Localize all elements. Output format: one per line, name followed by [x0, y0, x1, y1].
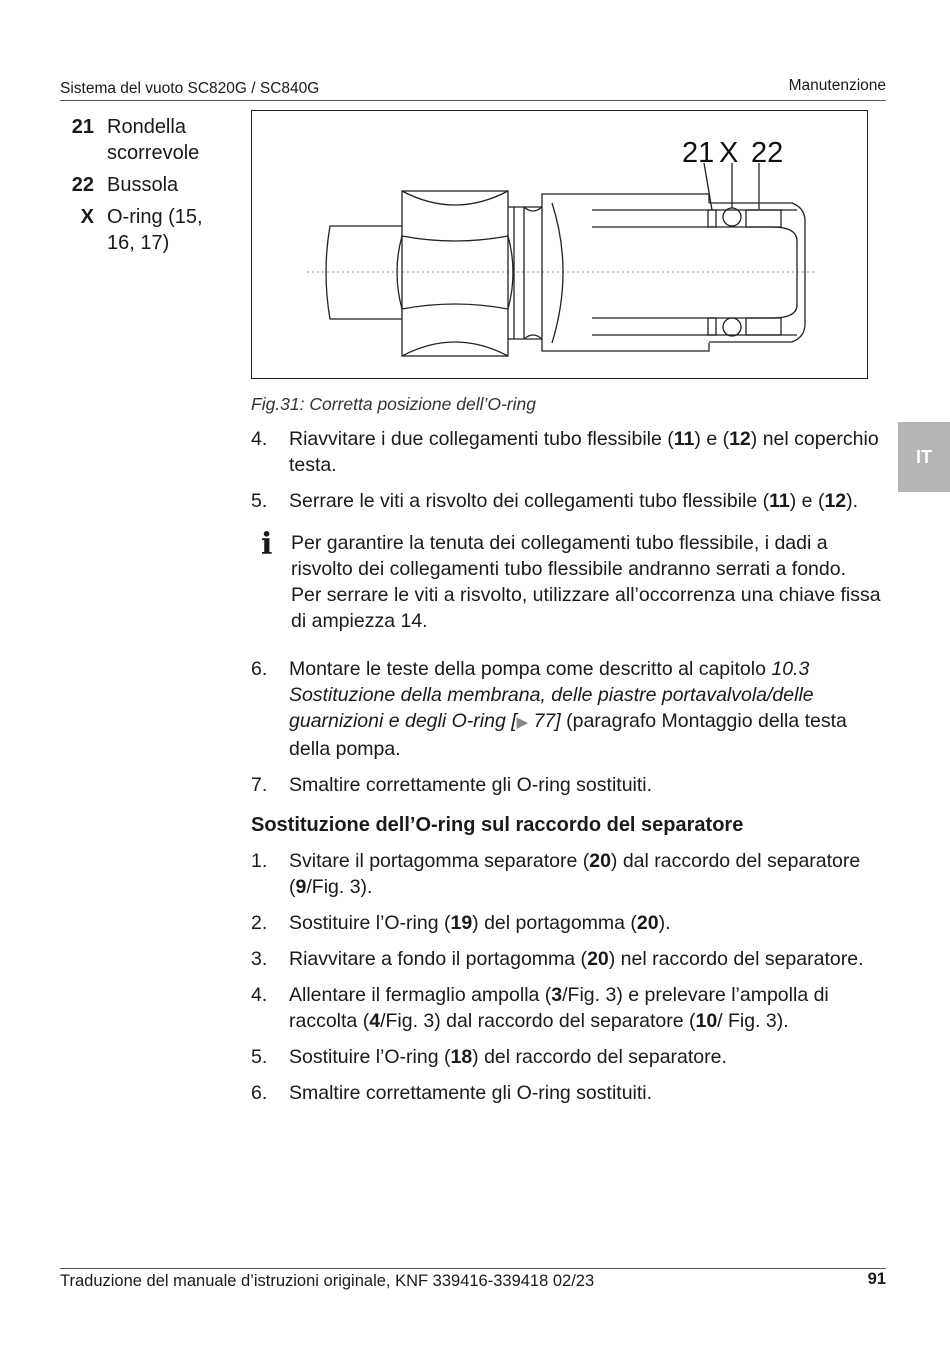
footer-divider [60, 1268, 886, 1269]
callout-22: 22 [751, 137, 784, 169]
step-text [289, 946, 881, 972]
list-item [251, 1044, 881, 1070]
text-run: Allentare il fermaglio ampolla ( [289, 984, 552, 1006]
step-list [251, 656, 881, 798]
reference-number: 10 [695, 1010, 718, 1032]
page-number: 91 [867, 1270, 886, 1288]
list-item [251, 426, 881, 478]
step-number: 7. [251, 774, 268, 796]
washer-21 [708, 210, 716, 227]
step-list [251, 848, 881, 1106]
list-item [251, 910, 881, 936]
step-number: 6. [251, 1082, 268, 1104]
running-header-title: Sistema del vuoto SC820G / SC840G [60, 80, 320, 97]
step-text [289, 1080, 881, 1106]
list-item [251, 946, 881, 972]
fitting-diagram [251, 110, 868, 379]
step-number: 4. [251, 984, 268, 1006]
reference-number: 12 [729, 428, 751, 450]
legend-number: 21 [71, 116, 94, 138]
legend-item [60, 204, 230, 256]
step-number: 2. [251, 912, 268, 934]
info-icon: i [261, 527, 273, 562]
bushing-22 [746, 210, 781, 227]
text-run: (paragrafo Montaggio della testa della pompa. [289, 710, 847, 760]
text-run: ) nel raccordo del separatore. [608, 948, 864, 970]
legend-text: O-ring (15, 16, 17) [107, 206, 203, 254]
step-text [289, 772, 881, 798]
leader-line [704, 163, 712, 210]
list-item [251, 848, 881, 900]
reference-number: 12 [824, 490, 847, 512]
legend-text: Bussola [107, 174, 179, 196]
step-text [289, 488, 881, 514]
note-line: Per serrare le viti a risvolto, utilizzare all’occorrenza una chiave fissa di ampiezza 14. [291, 584, 881, 632]
legend-item [60, 114, 230, 166]
reference-number: 19 [450, 912, 473, 934]
list-item [251, 1080, 881, 1106]
step-text [289, 656, 881, 762]
text-run: Smaltire correttamente gli O-ring sostituiti. [289, 774, 653, 796]
language-tab: IT [898, 422, 950, 492]
main-content [251, 426, 881, 1116]
text-run: /Fig. 3). [306, 876, 373, 898]
text-run: Montare le teste della pompa come descritto al capitolo [289, 658, 772, 680]
text-run: ) dal raccordo del separatore ( [289, 850, 861, 898]
text-run: Sostituire l’O-ring ( [289, 1046, 451, 1068]
section-heading: Sostituzione dell’O-ring sul raccordo del separatore [251, 814, 744, 836]
chapter-reference: 10.3 Sostituzione della membrana, delle piastre portavalvola/delle guarnizioni e degli O-ring [ [289, 658, 814, 732]
text-run: ). [846, 490, 859, 512]
reference-number: 3 [551, 984, 563, 1006]
legend-number: 22 [71, 174, 94, 196]
chapter-reference: 77] [528, 710, 561, 732]
info-note [251, 527, 881, 634]
step-number: 6. [251, 658, 268, 680]
reference-number: 11 [673, 428, 695, 450]
legend-number: X [80, 206, 94, 228]
text-run: ) nel coperchio testa. [289, 428, 879, 476]
step-text [289, 1044, 881, 1070]
text-run: ) e ( [694, 428, 730, 450]
reference-number: 20 [636, 912, 659, 934]
text-run: / Fig. 3). [717, 1010, 789, 1032]
step-text [289, 910, 881, 936]
legend-item [60, 172, 230, 198]
note-body [291, 530, 881, 634]
text-run: ) del raccordo del separatore. [472, 1046, 727, 1068]
reference-number: 20 [589, 850, 611, 872]
o-ring-x [723, 208, 741, 226]
text-run: /Fig. 3) dal raccordo del separatore ( [380, 1010, 696, 1032]
step-list [251, 426, 881, 514]
step-number: 3. [251, 948, 268, 970]
hex-nut [402, 191, 508, 356]
legend-text: Rondella scorrevole [107, 116, 200, 164]
header-divider [60, 100, 886, 101]
reference-number: 20 [587, 948, 609, 970]
step-number: 4. [251, 428, 268, 450]
text-run: Sostituire l’O-ring ( [289, 912, 451, 934]
page-arrow-icon: ▶ [516, 714, 529, 731]
reference-number: 9 [295, 876, 307, 898]
step-number: 5. [251, 490, 268, 512]
text-run: ). [658, 912, 671, 934]
list-item [251, 772, 881, 798]
step-text [289, 982, 881, 1034]
step-text [289, 426, 881, 478]
figure-caption: Fig.31: Corretta posizione dell’O-ring [251, 394, 536, 414]
text-run: Riavvitare a fondo il portagomma ( [289, 948, 588, 970]
reference-number: 18 [450, 1046, 473, 1068]
reference-number: 11 [769, 490, 790, 512]
text-run: Smaltire correttamente gli O-ring sostituiti. [289, 1082, 653, 1104]
text-run: Svitare il portagomma separatore ( [289, 850, 590, 872]
figure-legend [60, 114, 230, 262]
running-header-section: Manutenzione [788, 77, 886, 94]
list-item [251, 656, 881, 762]
callout-x: X [719, 137, 739, 169]
text-run: /Fig. 3) e prelevare l’ampolla di raccolta ( [289, 984, 829, 1032]
text-run: Riavvitare i due collegamenti tubo flessibile ( [289, 428, 674, 450]
note-line: Per garantire la tenuta dei collegamenti tubo flessibile, i dadi a risvolto dei collegamenti tubo flessibile andranno serrati a fondo. [291, 532, 846, 580]
text-run: Serrare le viti a risvolto dei collegamenti tubo flessibile ( [289, 490, 770, 512]
step-number: 1. [251, 850, 268, 872]
reference-number: 4 [369, 1010, 381, 1032]
footer-text: Traduzione del manuale d’istruzioni originale, KNF 339416-339418 02/23 [60, 1272, 595, 1290]
text-run: ) del portagomma ( [472, 912, 637, 934]
fitting-drawing [252, 111, 869, 380]
callout-21: 21 [682, 137, 715, 169]
step-number: 5. [251, 1046, 268, 1068]
list-item [251, 488, 881, 514]
step-text [289, 848, 881, 900]
body-outline [542, 194, 709, 203]
list-item [251, 982, 881, 1034]
text-run: ) e ( [789, 490, 825, 512]
